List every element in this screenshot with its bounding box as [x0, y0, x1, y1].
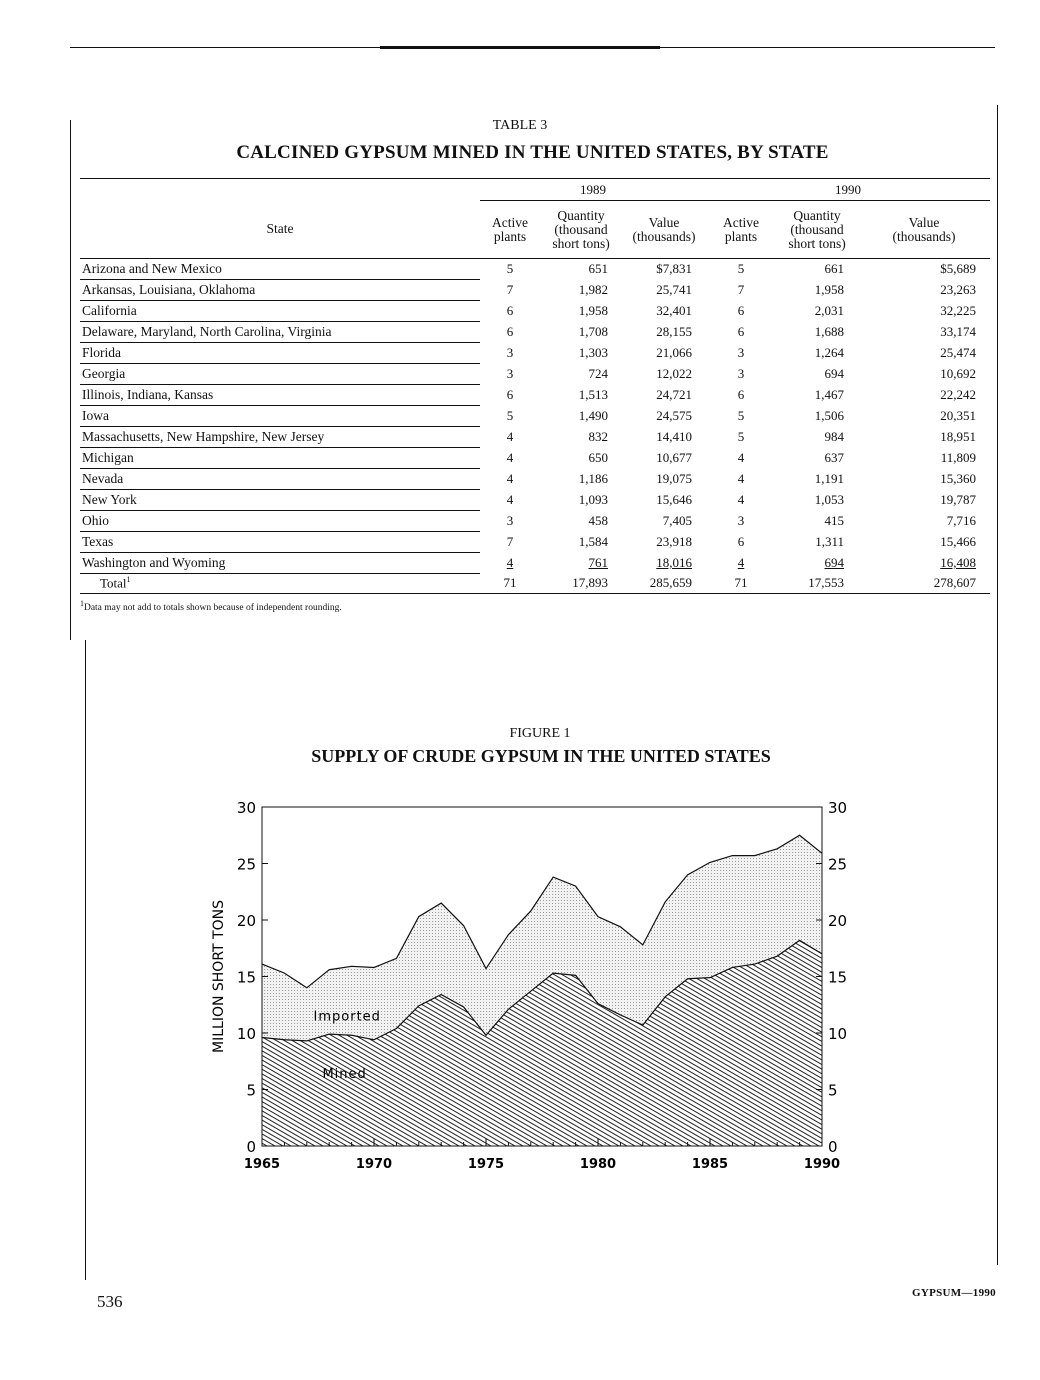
- header-spacer: [80, 179, 480, 201]
- cell: 1,053: [814, 492, 844, 507]
- cell: 23,918: [656, 534, 692, 549]
- cell: 2,031: [814, 303, 844, 318]
- top-header-rule-thick: [380, 46, 660, 49]
- x-tick-label: 1970: [355, 1157, 393, 1172]
- cell: 20,351: [940, 408, 976, 423]
- state-cell: Michigan: [80, 448, 480, 469]
- cell: 15,646: [656, 492, 692, 507]
- footnote-text: Data may not add to totals shown because of independent rounding.: [83, 603, 342, 614]
- cell: 15,360: [940, 471, 976, 486]
- figure-title: SUPPLY OF CRUDE GYPSUM IN THE UNITED STATES: [311, 746, 771, 766]
- cell: 4: [506, 555, 514, 570]
- cell: 6: [506, 387, 514, 402]
- col-label-line: (thousand: [554, 221, 608, 237]
- cell: 637: [824, 450, 844, 465]
- cell: 4: [506, 492, 514, 507]
- total-label-text: Total: [100, 575, 127, 591]
- page-number: 536: [97, 1292, 123, 1311]
- year-1990-header: 1990: [706, 179, 990, 201]
- table-row: [80, 364, 990, 385]
- cell: 25,741: [656, 282, 692, 297]
- state-cell: Arkansas, Louisiana, Oklahoma: [80, 280, 480, 301]
- state-cell: Iowa: [80, 406, 480, 427]
- col-label-line: (thousands): [632, 228, 696, 244]
- table-row: [80, 322, 990, 343]
- state-cell: Ohio: [80, 511, 480, 532]
- cell: 3: [737, 366, 745, 381]
- state-cell: Illinois, Indiana, Kansas: [80, 385, 480, 406]
- cell: 7,716: [946, 513, 976, 528]
- cell: 18,016: [656, 555, 692, 570]
- footnote-marker: 1: [80, 599, 84, 608]
- cell: 1,708: [578, 324, 608, 339]
- state-cell: Georgia: [80, 364, 480, 385]
- x-tick-label: 1985: [691, 1157, 729, 1172]
- cell: 1,311: [815, 534, 844, 549]
- cell: 415: [824, 513, 844, 528]
- cell: 7: [506, 282, 514, 297]
- x-tick-label: 1965: [243, 1157, 281, 1172]
- table-row: [80, 553, 990, 574]
- cell: 11,809: [940, 450, 976, 465]
- cell: 1,513: [578, 387, 608, 402]
- cell: 17,553: [808, 575, 844, 591]
- series-label-imported: Imported: [313, 1009, 381, 1025]
- cell: 6: [506, 324, 514, 339]
- cell: 1,303: [578, 345, 608, 360]
- cell: 33,174: [940, 324, 976, 339]
- state-cell: New York: [80, 490, 480, 511]
- cell: 10,677: [656, 450, 692, 465]
- cell: 1,191: [814, 471, 844, 486]
- cell: 4: [737, 471, 745, 486]
- y-tick-label-left: 0: [246, 1138, 256, 1156]
- col-label-line: (thousand: [790, 221, 844, 237]
- active-plants-1990-header: [706, 201, 776, 259]
- cell: 3: [506, 366, 514, 381]
- cell: 1,958: [814, 282, 844, 297]
- data-table: [80, 178, 990, 594]
- y-axis-label: MILLION SHORT TONS: [211, 900, 227, 1053]
- cell: 6: [737, 534, 745, 549]
- cell: 3: [737, 345, 745, 360]
- total-footnote-marker: 1: [126, 575, 131, 585]
- quantity-1990-header: [776, 201, 858, 259]
- cell: 724: [588, 366, 608, 381]
- y-tick-label-right: 15: [828, 968, 848, 987]
- cell: 1,584: [578, 534, 608, 549]
- y-tick-label-right: 30: [828, 799, 848, 817]
- cell: 4: [737, 555, 745, 570]
- cell: 650: [588, 450, 608, 465]
- series-label-mined: Mined: [322, 1067, 367, 1083]
- table-row: [80, 448, 990, 469]
- value-1990-header: [858, 201, 990, 259]
- left-margin-rule: [70, 120, 71, 640]
- col-label-line: plants: [493, 228, 527, 244]
- cell: 19,075: [656, 471, 692, 486]
- cell: 28,155: [656, 324, 692, 339]
- cell: 1,186: [578, 471, 608, 486]
- total-label: [80, 574, 480, 594]
- col-label-line: (thousands): [892, 228, 956, 244]
- cell: 21,066: [656, 345, 692, 360]
- cell: 5: [737, 429, 745, 444]
- col-label-line: Quantity: [793, 207, 841, 223]
- cell: 71: [503, 575, 517, 591]
- cell: 1,467: [814, 387, 844, 402]
- state-cell: Nevada: [80, 469, 480, 490]
- table-footnote: [80, 599, 342, 613]
- col-label-line: short tons): [552, 235, 610, 251]
- cell: 32,225: [940, 303, 976, 318]
- x-tick-label: 1990: [803, 1157, 841, 1172]
- y-tick-label-right: 5: [828, 1081, 838, 1100]
- cell: 6: [506, 303, 514, 318]
- state-cell: Florida: [80, 343, 480, 364]
- cell: 22,242: [940, 387, 976, 402]
- cell: 1,490: [578, 408, 608, 423]
- cell: 5: [506, 261, 514, 277]
- figure-caption: FIGURE 1: [509, 726, 571, 741]
- cell: 5: [737, 261, 745, 277]
- cell: 15,466: [940, 534, 976, 549]
- cell: 1,506: [814, 408, 844, 423]
- cell: 285,659: [649, 575, 692, 591]
- y-tick-label-right: 0: [828, 1138, 838, 1156]
- state-cell: Delaware, Maryland, North Carolina, Virginia: [80, 322, 480, 343]
- table-row: [80, 532, 990, 553]
- cell: 3: [737, 513, 745, 528]
- col-label-line: Active: [492, 214, 528, 230]
- cell: 761: [588, 555, 608, 570]
- cell: 661: [824, 261, 844, 277]
- state-cell: Washington and Wyoming: [80, 553, 480, 574]
- table-row: [80, 469, 990, 490]
- col-label-line: Value: [648, 214, 680, 230]
- table-row: [80, 385, 990, 406]
- cell: 12,022: [656, 366, 692, 381]
- table-caption: TABLE 3: [492, 118, 548, 133]
- y-tick-label-left: 5: [246, 1081, 256, 1100]
- state-cell: Arizona and New Mexico: [80, 259, 480, 280]
- y-tick-label-left: 30: [236, 799, 256, 817]
- cell: 3: [506, 345, 514, 360]
- cell: 1,264: [814, 345, 844, 360]
- col-label-line: short tons): [788, 235, 846, 251]
- cell: 19,787: [940, 492, 976, 507]
- table-row: [80, 280, 990, 301]
- col-label-line: Value: [908, 214, 940, 230]
- cell: 5: [737, 408, 745, 423]
- cell: 18,951: [940, 429, 976, 444]
- cell: 7: [506, 534, 514, 549]
- cell: 4: [737, 492, 745, 507]
- cell: 458: [588, 513, 608, 528]
- y-tick-label-right: 20: [828, 912, 848, 930]
- year-1989-header: 1989: [480, 179, 706, 201]
- cell: 17,893: [572, 575, 608, 591]
- cell: 7,405: [662, 513, 692, 528]
- cell: 278,607: [933, 575, 976, 591]
- table-row: [80, 511, 990, 532]
- cell: 71: [734, 575, 748, 591]
- y-tick-label-left: 20: [236, 912, 256, 930]
- cell: 4: [506, 450, 514, 465]
- active-plants-1989-header: [480, 201, 540, 259]
- cell: 694: [824, 555, 844, 570]
- col-label-line: Active: [723, 214, 759, 230]
- x-tick-label: 1975: [467, 1157, 505, 1172]
- cell: 14,410: [656, 429, 692, 444]
- table-title: CALCINED GYPSUM MINED IN THE UNITED STATES, BY STATE: [236, 142, 829, 163]
- cell: 7: [737, 282, 745, 297]
- cell: 1,093: [578, 492, 608, 507]
- cell: 16,408: [940, 555, 976, 570]
- col-label-line: Quantity: [557, 207, 605, 223]
- chart-areas: [262, 835, 822, 1146]
- cell: 10,692: [940, 366, 976, 381]
- cell: 694: [824, 366, 844, 381]
- cell: 6: [737, 303, 745, 318]
- cell: 24,575: [656, 408, 692, 423]
- table-row: [80, 406, 990, 427]
- cell: 651: [588, 261, 608, 277]
- value-1989-header: [622, 201, 706, 259]
- cell: 1,982: [578, 282, 608, 297]
- cell: 25,474: [940, 345, 976, 360]
- y-tick-label-left: 25: [236, 855, 256, 874]
- x-tick-label: 1980: [579, 1157, 617, 1172]
- y-tick-label-right: 10: [828, 1025, 848, 1043]
- cell: 6: [737, 324, 745, 339]
- table-row: [80, 343, 990, 364]
- cell: 984: [824, 429, 844, 444]
- state-cell: Massachusetts, New Hampshire, New Jersey: [80, 427, 480, 448]
- cell: 3: [506, 513, 514, 528]
- state-cell: California: [80, 301, 480, 322]
- cell: 5: [506, 408, 514, 423]
- col-label-line: plants: [724, 228, 758, 244]
- cell: 23,263: [940, 282, 976, 297]
- cell: 4: [506, 429, 514, 444]
- table-row: [80, 490, 990, 511]
- supply-area-chart: [0, 780, 1040, 1180]
- cell: $5,689: [940, 261, 976, 277]
- total-row: [80, 574, 990, 594]
- y-tick-label-left: 15: [236, 968, 256, 987]
- cell: 832: [588, 429, 608, 444]
- table-row: [80, 301, 990, 322]
- state-cell: Texas: [80, 532, 480, 553]
- cell: $7,831: [656, 261, 692, 277]
- running-head: GYPSUM—1990: [912, 1287, 996, 1299]
- y-tick-label-right: 25: [828, 855, 848, 874]
- table-row: [80, 427, 990, 448]
- table-row: [80, 259, 990, 280]
- cell: 1,958: [578, 303, 608, 318]
- cell: 24,721: [656, 387, 692, 402]
- cell: 32,401: [656, 303, 692, 318]
- y-tick-label-left: 10: [236, 1025, 256, 1043]
- state-column-header: State: [80, 201, 480, 259]
- quantity-1989-header: [540, 201, 622, 259]
- cell: 4: [506, 471, 514, 486]
- cell: 4: [737, 450, 745, 465]
- cell: 6: [737, 387, 745, 402]
- cell: 1,688: [814, 324, 844, 339]
